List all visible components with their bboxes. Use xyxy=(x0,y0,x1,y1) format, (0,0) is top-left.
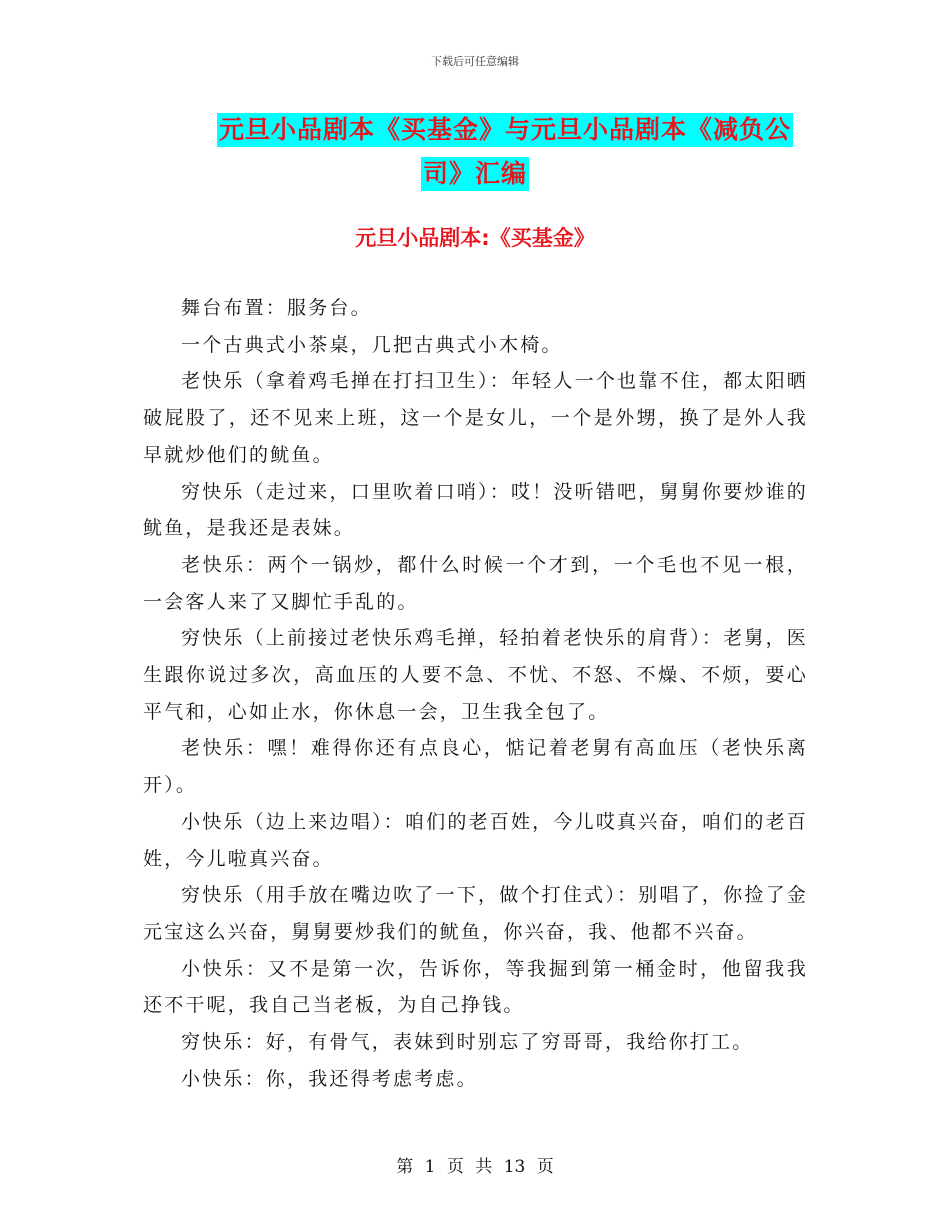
paragraph: 小快乐：你，我还得考虑考虑。 xyxy=(181,1067,478,1090)
paragraph: 老快乐（拿着鸡毛掸在打扫卫生）：年轻人一个也靠不住，都太阳晒破屁股了，还不见来上班，这一个是女儿，一个是外甥，换了是外人我早就炒他们的鱿鱼。 xyxy=(143,370,808,466)
document-title-text-2: 司》汇编 xyxy=(421,157,529,191)
paragraph: 穷快乐（用手放在嘴边吹了一下，做个打住式）：别唱了，你捡了金元宝这么兴奋，舅舅要炒我们的鱿鱼，你兴奋，我、他都不兴奋。 xyxy=(143,884,808,943)
page-footer: 第 1 页 共 13 页 xyxy=(396,1157,554,1177)
header-note: 下载后可任意编辑 xyxy=(431,55,519,68)
paragraph: 舞台布置：服务台。 xyxy=(181,297,372,319)
paragraph: 小快乐（边上来边唱）：咱们的老百姓，今儿哎真兴奋，咱们的老百姓，今儿啦真兴奋。 xyxy=(143,810,808,870)
paragraph: 小快乐：又不是第一次，告诉你，等我掘到第一桶金时，他留我我还不干呢，我自己当老板，为自己挣钱。 xyxy=(143,957,808,1017)
paragraph: 一个古典式小茶桌，几把古典式小木椅。 xyxy=(181,333,563,356)
script-body xyxy=(143,290,808,1097)
document-title-line-1 xyxy=(30,113,950,147)
paragraph: 老快乐：两个一锅炒，都什么时候一个才到，一个毛也不见一根，一会客人来了又脚忙手乱的。 xyxy=(143,553,808,613)
paragraph: 穷快乐（上前接过老快乐鸡毛掸，轻拍着老快乐的肩背）：老舅，医生跟你说过多次，高血压的人要不急、不忧、不怒、不燥、不烦，要心平气和，心如止水，你休息一会，卫生我全包了。 xyxy=(143,627,808,723)
paragraph: 穷快乐：好，有骨气，表妹到时别忘了穷哥哥，我给你打工。 xyxy=(181,1031,754,1054)
document-title-line-2 xyxy=(0,157,950,191)
document-title-text-1: 元旦小品剧本《买基金》与元旦小品剧本《减负公 xyxy=(217,113,793,147)
section-title: 元旦小品剧本:《买基金》 xyxy=(355,226,595,250)
paragraph: 老快乐：嘿！难得你还有点良心，惦记着老舅有高血压（老快乐离开）。 xyxy=(143,737,808,797)
paragraph: 穷快乐（走过来，口里吹着口哨）：哎！没听错吧，舅舅你要炒谁的鱿鱼，是我还是表妹。 xyxy=(143,480,808,540)
